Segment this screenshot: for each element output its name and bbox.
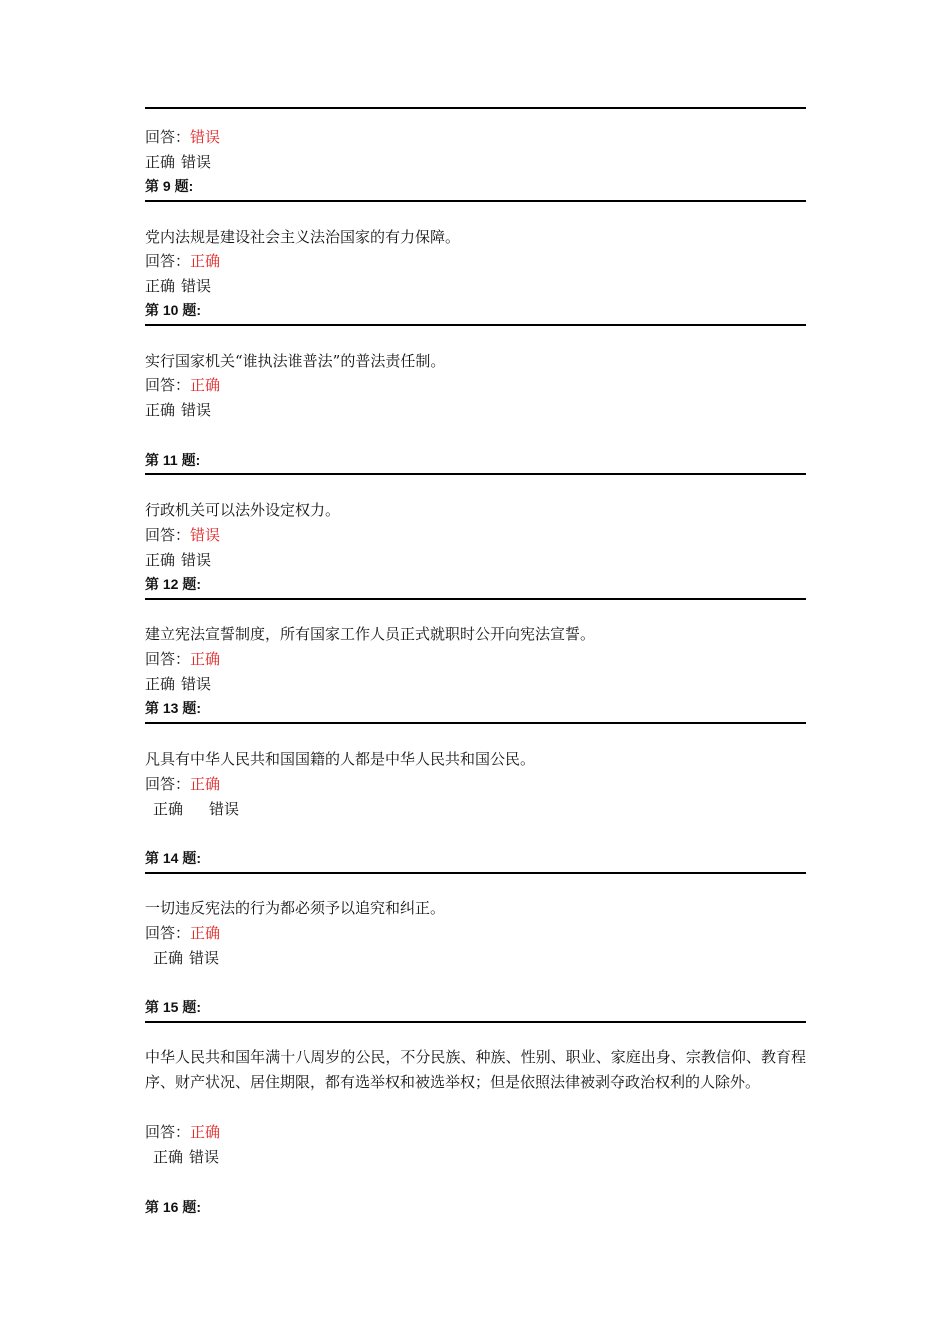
answer-value: 错误	[190, 526, 221, 544]
option-wrong[interactable]: 错误	[209, 800, 240, 818]
option-wrong[interactable]: 错误	[181, 153, 212, 171]
answer-line	[145, 650, 220, 668]
question-text: 凡具有中华人民共和国国籍的人都是中华人民共和国公民。	[145, 750, 536, 768]
option-correct[interactable]: 正确	[145, 675, 176, 693]
question-text: 中华人民共和国年满十八周岁的公民，不分民族、种族、性别、职业、家庭出身、宗教信仰、教育程序、财产状况、居住期限，都有选举权和被选举权；但是依照法律被剥夺政治权利的人除外。	[145, 1048, 806, 1091]
answer-line	[145, 775, 220, 793]
options-line	[153, 800, 239, 818]
answer-line	[145, 252, 220, 270]
question-heading: 第 11 题:	[145, 452, 201, 468]
option-wrong[interactable]: 错误	[181, 675, 212, 693]
options-line	[145, 401, 211, 419]
answer-label: 回答：	[145, 1123, 191, 1141]
options-line	[153, 1148, 219, 1166]
option-correct[interactable]: 正确	[153, 800, 184, 818]
question-text: 实行国家机关“谁执法谁普法”的普法责任制。	[145, 352, 446, 370]
question-heading: 第 9 题:	[145, 178, 194, 194]
options-line	[153, 949, 219, 967]
question-text: 行政机关可以法外设定权力。	[145, 501, 341, 519]
options-line	[145, 153, 211, 171]
answer-line	[145, 376, 220, 394]
question-divider	[145, 872, 806, 874]
question-text: 建立宪法宣誓制度，所有国家工作人员正式就职时公开向宪法宣誓。	[145, 625, 596, 643]
answer-label: 回答：	[145, 128, 191, 146]
answer-label: 回答：	[145, 775, 191, 793]
option-correct[interactable]: 正确	[153, 949, 184, 967]
answer-label: 回答：	[145, 650, 191, 668]
answer-value: 正确	[190, 252, 221, 270]
answer-value: 错误	[190, 128, 221, 146]
options-line	[145, 675, 211, 693]
answer-value: 正确	[190, 376, 221, 394]
option-wrong[interactable]: 错误	[181, 551, 212, 569]
option-wrong[interactable]: 错误	[189, 949, 220, 967]
answer-line	[145, 924, 220, 942]
answer-label: 回答：	[145, 252, 191, 270]
answer-label: 回答：	[145, 924, 191, 942]
question-heading: 第 12 题:	[145, 576, 202, 592]
question-divider	[145, 473, 806, 475]
answer-value: 正确	[190, 650, 221, 668]
answer-value: 正确	[190, 1123, 221, 1141]
option-wrong[interactable]: 错误	[181, 401, 212, 419]
answer-value: 正确	[190, 924, 221, 942]
question-divider	[145, 1021, 806, 1023]
option-wrong[interactable]: 错误	[181, 277, 212, 295]
answer-value: 正确	[190, 775, 221, 793]
question-divider	[145, 722, 806, 724]
question-divider	[145, 598, 806, 600]
answer-line	[145, 526, 220, 544]
option-correct[interactable]: 正确	[153, 1148, 184, 1166]
options-line	[145, 277, 211, 295]
option-correct[interactable]: 正确	[145, 153, 176, 171]
option-wrong[interactable]: 错误	[189, 1148, 220, 1166]
answer-label: 回答：	[145, 526, 191, 544]
options-line	[145, 551, 211, 569]
question-divider	[145, 200, 806, 202]
question-divider	[145, 324, 806, 326]
question-divider	[145, 107, 806, 109]
question-text: 一切违反宪法的行为都必须予以追究和纠正。	[145, 899, 446, 917]
option-correct[interactable]: 正确	[145, 401, 176, 419]
question-text: 党内法规是建设社会主义法治国家的有力保障。	[145, 228, 461, 246]
answer-label: 回答：	[145, 376, 191, 394]
question-heading: 第 16 题:	[145, 1199, 202, 1215]
question-heading: 第 14 题:	[145, 850, 202, 866]
answer-line	[145, 128, 220, 146]
option-correct[interactable]: 正确	[145, 551, 176, 569]
option-correct[interactable]: 正确	[145, 277, 176, 295]
question-heading: 第 15 题:	[145, 999, 202, 1015]
question-heading: 第 13 题:	[145, 700, 202, 716]
question-heading: 第 10 题:	[145, 302, 202, 318]
answer-line	[145, 1123, 220, 1141]
